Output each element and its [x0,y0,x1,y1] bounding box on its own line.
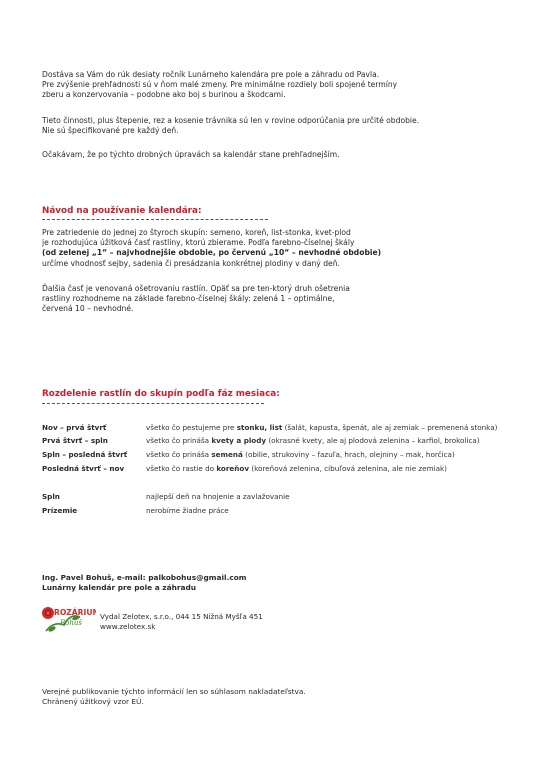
phase-label: Nov – prvá štvrť [42,423,107,432]
intro-paragraph-2 [42,116,419,136]
phase-description [146,450,455,460]
desc-text: všetko čo prináša [146,450,212,459]
phase-label: Prízemie [42,506,78,515]
intro-line: Dostáva sa Vám do rúk desiaty ročník Lunárneho kalendára pre pole a záhradu od Pavla. [42,70,380,79]
desc-bold: stonku, list [236,423,283,432]
guide-heading: Návod na používanie kalendára: [42,206,202,216]
logo-word: ROZÁRIUM [54,608,96,617]
phases-heading-rule [42,403,264,404]
publisher-website: www.zelotex.sk [100,621,156,631]
intro-line: Nie sú špecifikované pre každý deň. [42,126,179,136]
phase-description [146,464,447,474]
intro-paragraph-3 [42,150,340,160]
desc-bold: semená [211,450,243,459]
intro-paragraph-1 [42,70,397,101]
rose-logo-icon [40,603,96,639]
phase-label: Spln [42,492,60,501]
guide-heading-rule [42,219,268,220]
intro-line: Tieto činnosti, plus štepenie, rez a kosenie trávnika sú len v rovine odporúčania pre určité obdobie. [42,116,420,125]
guide-line: je rozhodujúca úžitková časť rastliny, ktorú zbierame. Podľa farebno-číselnej škály [42,238,355,248]
guide-line: Ďalšia časť je venovaná ošetrovaniu rastlín. Opäť sa pre ten-ktorý druh ošetrenia [42,284,350,293]
desc-bold: kvety a plody [211,436,267,445]
intro-line: Pre zvýšenie prehľadnosti sú v ňom malé zmeny. Pre minimálne rozdiely boli spojené termíny [42,80,398,90]
phase-description [146,436,480,446]
footer-notice [42,687,306,708]
author-block [42,573,247,592]
author-line: Lunárny kalendár pre pole a záhradu [42,582,197,592]
phase-label: Prvá štvrť – spln [42,436,108,445]
publisher-address: Vydal Zelotex, s.r.o., 044 15 Nižná Myšľa 451 [100,612,263,621]
author-line: Ing. Pavel Bohuš, e-mail: palkobohus@gmail.com [42,573,247,582]
intro-line: zberu a konzervovania – podobne ako boj s burinou a škodcami. [42,90,286,100]
guide-line: určíme vhodnosť sejby, sadenia či presádzania konkrétnej plodiny v daný deň. [42,258,340,268]
publisher-block [100,612,263,631]
phase-description: nerobíme žiadne práce [146,506,229,515]
guide-line: červená 10 – nevhodné. [42,304,134,314]
desc-text: (šalát, kapusta, špenát, ale aj zemiak – premenená stonka) [282,423,498,432]
guide-line-bold: (od zelenej „1“ – najvhodnejšie obdobie, po červenú „10“ – nevhodné obdobie) [42,248,382,258]
phases-heading: Rozdelenie rastlín do skupín podľa fáz mesiaca: [42,389,280,399]
desc-text: všetko čo pestujeme pre [146,423,237,432]
guide-paragraph-2 [42,284,350,315]
desc-text: všetko čo rastie do [146,464,217,473]
phase-label: Posledná štvrť – nov [42,464,125,473]
intro-line: Očakávam, že po týchto drobných úpravách sa kalendár stane prehľadnejším. [42,150,340,159]
desc-text: všetko čo prináša [146,436,212,445]
footer-line: Chránený úžitkový vzor EÚ. [42,697,144,707]
desc-text: (okrasné kvety, ale aj plodová zelenina – karfiol, brokolica) [266,436,480,445]
guide-paragraph-1 [42,228,381,269]
desc-text: (koreňová zelenina, cibuľová zelenina, ale nie zemiak) [249,464,447,473]
rozarium-logo [40,603,96,639]
footer-line: Verejné publikovanie týchto informácií len so súhlasom nakladateľstva. [42,687,306,696]
desc-bold: koreňov [216,464,250,473]
guide-line: rastliny rozhodneme na základe farebno-číselnej škály: zelená 1 – optimálne, [42,294,335,304]
phase-label: Spln – posledná štvrť [42,450,128,459]
phase-description: najlepší deň na hnojenie a zavlažovanie [146,492,290,501]
logo-script: Bohuš [60,619,82,627]
guide-line: Pre zatriedenie do jednej zo štyroch skupín: semeno, koreň, list-stonka, kvet-plod [42,228,351,237]
phase-description [146,423,497,433]
desc-text: (obilie, strukoviny – fazuľa, hrach, olejniny – mak, horčica) [242,450,455,459]
